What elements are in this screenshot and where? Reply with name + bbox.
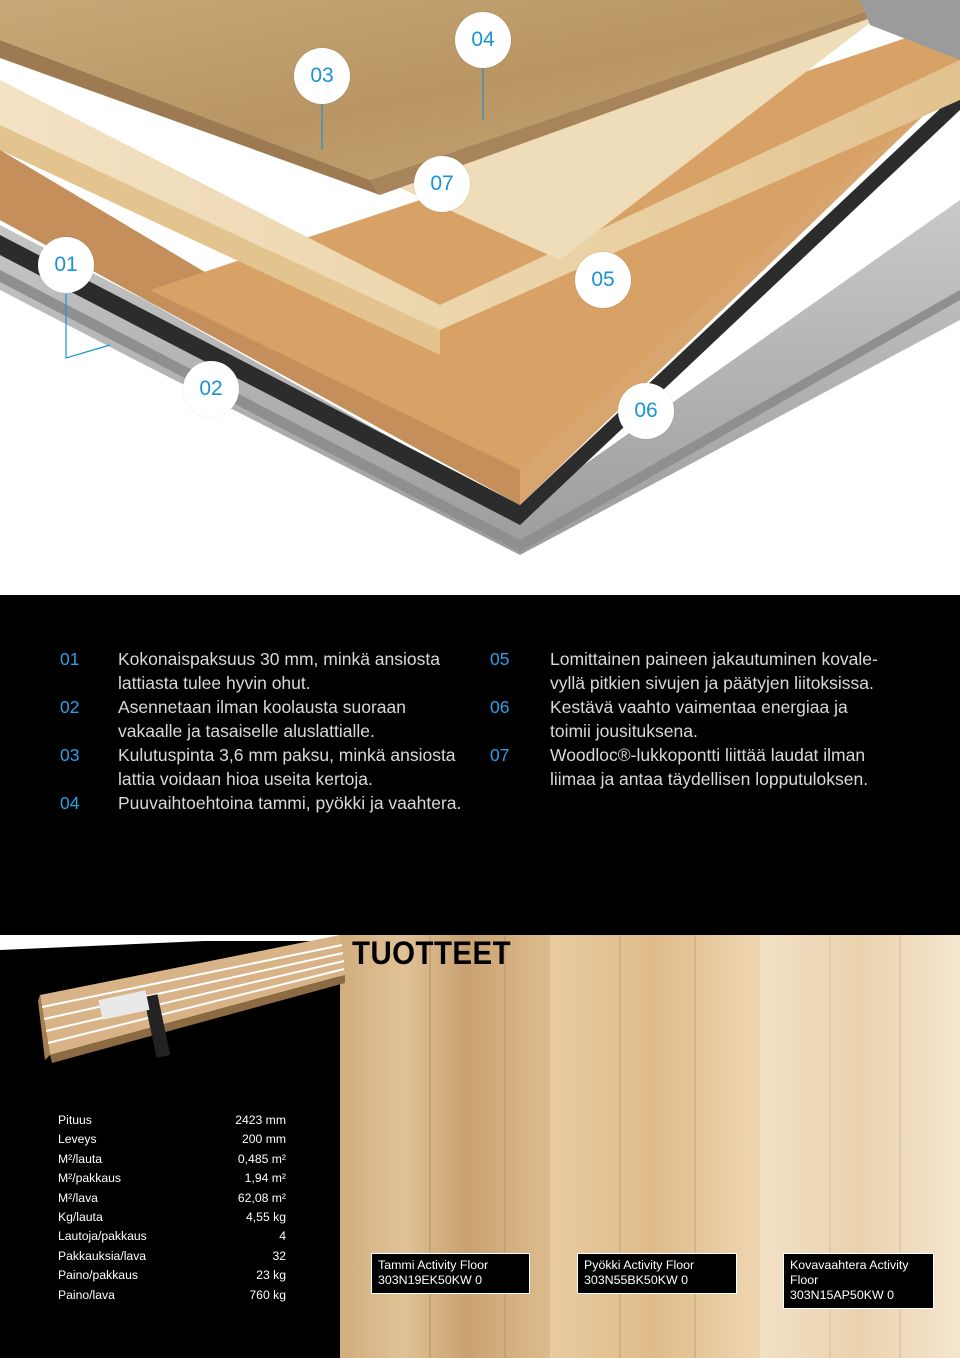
callout-03: 03 [294,48,350,104]
spec-row [58,1130,286,1149]
spec-row [58,1111,286,1130]
feature-number: 04 [60,793,80,813]
spec-value: 4,55 kg [246,1210,286,1225]
feature-number: 02 [60,697,80,717]
feature-number: 03 [60,745,80,765]
feature-text: Woodloc®-lukkopontti liittää laudat ilman liimaa ja antaa täydellisen lopputuloksen. [550,745,869,789]
spec-value: 2423 mm [235,1113,286,1127]
feature-number: 05 [490,649,510,669]
spec-label: M²/lava [58,1190,98,1205]
callout-06: 06 [618,383,674,439]
feature-text: Kestävä vaahto vaimentaa energiaa ja toimii jousituksena. [550,697,848,741]
callout-07: 07 [414,156,470,212]
floor-cross-section-illustration [0,0,960,595]
product-name: Kovavaahtera Activity Floor [790,1258,909,1287]
features-section [0,595,960,935]
spec-row [58,1247,286,1266]
product-code: 303N15AP50KW 0 [790,1288,895,1302]
feature-number: 06 [490,697,510,717]
spec-value: 1,94 m² [244,1171,286,1186]
spec-label: Kg/lauta [58,1210,103,1225]
specs-table [58,1111,286,1305]
spec-value: 23 kg [256,1268,286,1283]
feature-item [60,695,480,743]
callout-05: 05 [575,252,631,308]
callout-leader-lines [0,0,960,595]
callout-02: 02 [183,361,239,417]
features-right-column [490,647,920,791]
product-label-oak [371,1253,530,1294]
spec-label: Pituus [58,1113,92,1127]
spec-label: M²/pakkaus [58,1171,121,1186]
product-code: 303N55BK50KW 0 [584,1273,689,1287]
spec-row [58,1169,286,1188]
spec-value: 0,485 m² [237,1151,286,1166]
feature-text: Puuvaihtoehtoina tammi, pyökki ja vaahtera. [118,793,462,813]
products-heading: TUOTTEET [352,935,512,971]
spec-row [58,1150,286,1169]
spec-value: 200 mm [241,1132,286,1147]
spec-label: Pakkauksia/lava [58,1248,147,1263]
products-section [0,935,960,1358]
spec-value: 760 kg [249,1287,286,1302]
spec-row [58,1286,286,1305]
spec-value: 62,08 m² [237,1190,286,1205]
feature-item [490,695,920,743]
product-name: Tammi Activity Floor [378,1258,489,1272]
product-label-maple [783,1253,934,1309]
spec-label: M²/lauta [58,1151,103,1166]
feature-item [60,647,480,695]
spec-value: 4 [279,1229,286,1244]
feature-text: Kokonaispaksuus 30 mm, minkä ansiosta lattiasta tulee hyvin ohut. [118,649,440,693]
feature-number: 07 [490,745,510,765]
feature-item [490,743,920,791]
spec-row [58,1266,286,1285]
board-pack-image [38,935,345,1063]
feature-item [60,743,480,791]
feature-text: Asennetaan ilman koolausta suoraan vakaalle ja tasaiselle aluslattialle. [118,697,406,741]
spec-value: 32 [272,1248,286,1263]
spec-row [58,1189,286,1208]
spec-row [58,1208,286,1227]
feature-number: 01 [60,649,80,669]
product-name: Pyökki Activity Floor [584,1258,695,1272]
spec-label: Lautoja/pakkaus [58,1229,147,1244]
spec-label: Paino/lava [58,1287,115,1302]
features-left-column [60,647,480,815]
feature-text: Kulutuspinta 3,6 mm paksu, minkä ansiosta lattia voidaan hioa useita kertoja. [118,745,456,789]
spec-row [58,1227,286,1246]
callout-01: 01 [38,237,94,293]
spec-label: Leveys [58,1132,97,1147]
callout-04: 04 [455,12,511,68]
feature-text: Lomittainen paineen jakautuminen kovale- vyllä pitkien sivujen ja päätyjen liitoksissa. [550,649,878,693]
spec-label: Paino/pakkaus [58,1268,138,1283]
product-label-beech [577,1253,737,1294]
feature-item [490,647,920,695]
product-code: 303N19EK50KW 0 [378,1273,483,1287]
feature-item [60,791,480,815]
